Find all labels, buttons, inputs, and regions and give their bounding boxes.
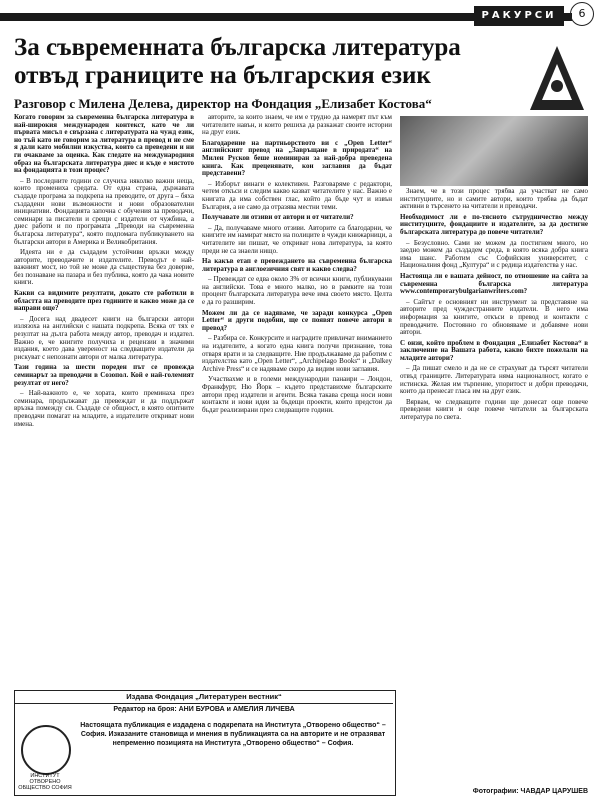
answer-paragraph: – Сайтът е основният ни инструмент за представяне на авторите пред чуждестранните издатели. В него има информация за книгите, откъси в превод и контакти с преводачите. Постоянно го обновяваме и добавяме нови автори. xyxy=(400,297,588,337)
answer-paragraph: – Превеждат се едва около 3% от всички книги, публикувани на английски. Това е много малко, но в рамките на този процент българската литература вече има своето място. Целта е да го разширим. xyxy=(202,275,392,307)
answer-paragraph: – Изборът винаги е колективен. Разговаряме с редактори, четем откъси и следим какво казват читателите у нас. Важно е книгата да има собствен глас, който да бъде чут и извън България, а не само да отразява местни теми. xyxy=(202,179,392,211)
imprint-edition: Издава Фондация „Литературен вестник“ xyxy=(15,691,393,704)
photo-credit: Фотографии: ЧАВДАР ЦАРУШЕВ xyxy=(472,788,588,795)
imprint-editors: Редактор на броя: АНИ БУРОВА и АМЕЛИЯ ЛИЧЕВА xyxy=(113,706,295,713)
page-number: 6 xyxy=(570,2,594,26)
column-1 xyxy=(14,114,194,688)
question-paragraph: Можем ли да се надяваме, че заради конкурса „Open Letter“ и други подобни, ще се появят повече автори в превод? xyxy=(202,308,392,332)
answer-paragraph: – Да пишат смело и да не се страхуват да търсят читатели отвъд границите. Литературата няма националност, когато е истинска. Желая им търпение, упоритост и добри преводачи, които да пренесат гласа им на друг език. xyxy=(400,364,588,396)
question-paragraph: Необходимост ли е по-тясното сътрудничество между институциите, фондациите и издателите, за да достигне българската литература до повече читатели? xyxy=(400,212,588,236)
answer-paragraph: авторите, за които знаем, че им е трудно да намерят път към читателите навън, и които решиха да разкажат своите истории на друг език. xyxy=(202,114,392,137)
answer-paragraph: – Безусловно. Сами не можем да постигнем много, но заедно можем да създадем среда, в която всяка добра книга има шанс. Работим със Софийския университет, с Националния фонд „Култура“ и с редица издателства у нас. xyxy=(400,238,588,270)
answer-paragraph: Знаем, че в този процес трябва да участват не само институциите, но и самите автори, които трябва да бъдат активни в търсенето на читатели и преводачи. xyxy=(400,188,588,211)
question-paragraph: С онзи, който проблем в Фондация „Елизабет Костова“ в заключение на Вашата работа, какво бихте пожелали на младите автори? xyxy=(400,338,588,362)
article-photo xyxy=(400,116,588,186)
answer-paragraph: – Досега над двадесет книги на български автори излязоха на английски с нашата подкрепа. Всяка от тях е резултат на дълга работа между автор, преводач и издател. Важно е, че книгите получиха и рецензии в значими издания, което дава увереност на следващите издатели да рискуват с непознати автори от малка литература. xyxy=(14,314,194,361)
article-subtitle: Разговор с Милена Делева, директор на Фондация „Елизабет Костова“ xyxy=(14,96,432,111)
question-paragraph: Когато говорим за съвременна българска литература в най-широкия международен контекст, като че ли първата мисъл е свързана с литературата на чужд език, но тъй като не говорим за литература в превод и не сме я дали като мобилни изкуства, които са преведени и ни ги очакваме за оценка. Как гледате на международния образ на българската литература днес и къде е мястото на фондацията в този процес? xyxy=(14,114,194,175)
question-paragraph: На какъв етап е превеждането на съвременна българска литература в англоезичния свят и какво следва? xyxy=(202,257,392,273)
institute-seal-icon xyxy=(21,725,71,775)
imprint-box xyxy=(14,690,396,796)
article-title: За съвременната българска литература отвъд границите на българския език xyxy=(14,34,461,89)
answer-paragraph: Идеята ни е да създадем устойчиви връзки между авторите, преводачите и издателите. Преводът е най-важният мост, но той не може да съществува без доверие, без познаване на пазара и без публика, която да чака новите книги. xyxy=(14,248,194,287)
question-paragraph: Тази година за шести пореден път се провежда семинарът за преводачи в Созопол. Кой е най-големият резултат от него? xyxy=(14,363,194,387)
section-rubric: РАКУРСИ xyxy=(474,6,564,26)
answer-paragraph: – Да, получаваме много отзиви. Авторите са благодарни, че книгите им намират място на полиците в чужди книжарници, а читателите ни пишат, че откриват нова литература, за която преди не са знаели нищо. xyxy=(202,223,392,255)
imprint-text: Настоящата публикация е издадена с подкрепата на Института „Отворено общество“ – София. Изказаните становища и мнения в публикацията са на авторите и не отразяват непременно позицията на Института „Отворено общество“ – София. xyxy=(80,722,386,747)
question-paragraph: Какви са видимите резултати, докато сте работили в областта на преводите през годините и какво може да се направи още? xyxy=(14,289,194,313)
question-paragraph: Благодарение на партньорството ви с „Open Letter“ английският превод на „Завръщане в природата“ на Милен Русков беше номиниран за най-добра преведена книга. Как преценявате, кои заглавия да бъдат представени? xyxy=(202,138,392,178)
answer-paragraph: – Разбира се. Конкурсите и наградите привличат вниманието на издателите, а когато една книга получи признание, това отваря врати и за следващите. Ние продължаваме да работим с издателства като „Open Letter“, „Archipelago Books“ и „Dalkey Archive Press“ и се надяваме скоро да видим нови заглавия. xyxy=(202,334,392,373)
institute-seal-label: ИНСТИТУТ ОТВОРЕНО ОБЩЕСТВО СОФИЯ xyxy=(18,773,72,791)
question-paragraph: Настояща ли е вашата дейност, по отношение на сайта за съвременна българска литература www.contemporarybulgarianwriters.com? xyxy=(400,271,588,296)
header-bar xyxy=(0,6,600,28)
answer-paragraph: Участвахме и в големи международни панаири – Лондон, Франкфурт, Ню Йорк – където представихме българските автори пред издатели и агенти. Всяка такава среща носи нови контакти и нови идеи за бъдещи проекти, които предстои да бъдат реализирани през следващите години. xyxy=(202,375,392,414)
answer-paragraph: – Най-важното е, че хората, които преминаха през семинара, продължават да превеждат и да поддържат връзка помежду си. Създаде се общност, в която опитните преводачи помагат на младите, а издателите откриват нови имена. xyxy=(14,389,194,428)
question-paragraph: Получавате ли отзиви от автори и от читатели? xyxy=(202,213,354,222)
answer-paragraph: Вярвам, че следващите години ще донесат още повече преведени книги и още повече читатели за българската литература по света. xyxy=(400,397,588,422)
column-3 xyxy=(400,188,588,786)
answer-paragraph: – В последните години се случиха няколко важни неща, които промениха средата. От една страна, държавата създаде програма за подкрепа на преводите, от друга – бяха създадени нови възможности и нови образователни инициативи. Фондацията започна с обучения за преводачи, семинари за писатели и срещи с издатели от чужбина, а днес работи и по програмата „Преводи на съвременна българска литература“, която подпомага публикуването на български автори в Америка и Великобритания. xyxy=(14,176,194,246)
